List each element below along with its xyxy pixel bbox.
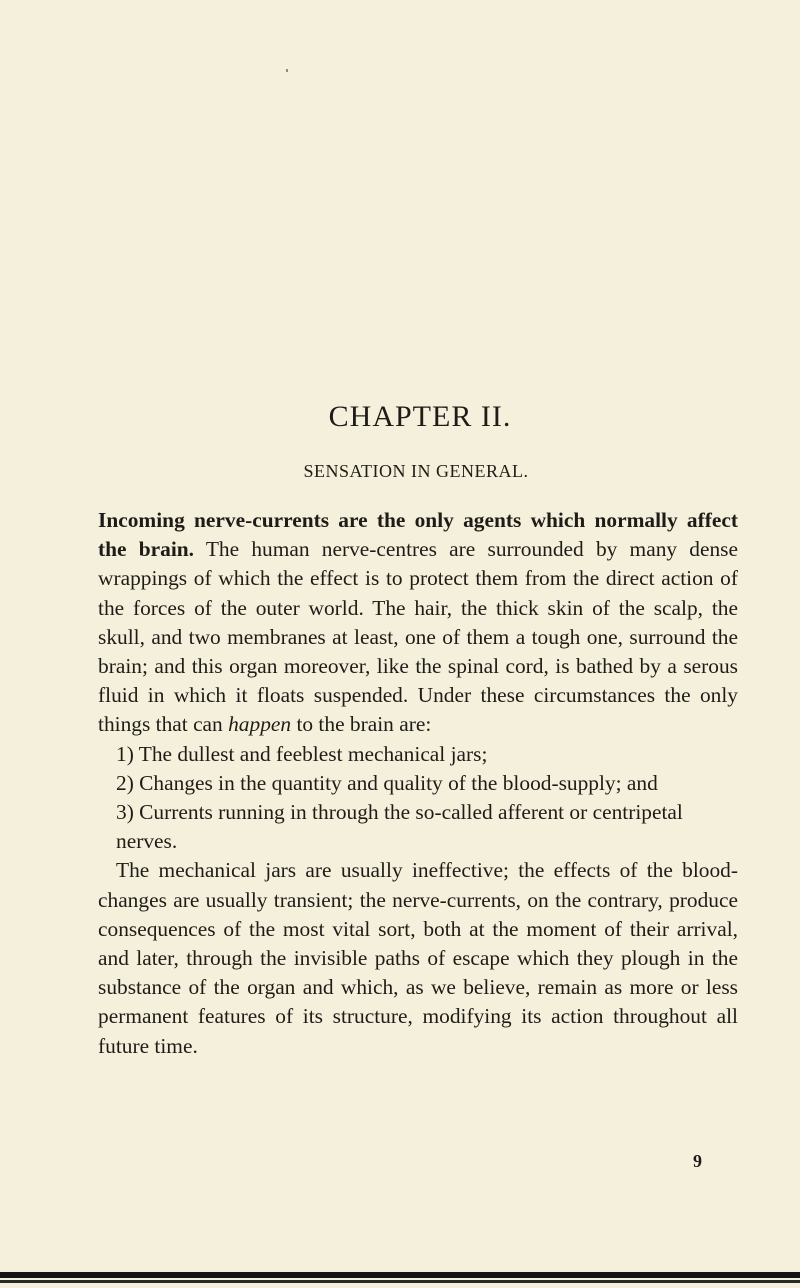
italic-word: happen: [228, 712, 292, 737]
body-text: [98, 506, 738, 1061]
paragraph-1-body: The human nerve-centres are surrounded by many dense wrappings of which the effect is to protect them from the direct action of the forces of the outer world. The hair, the thick skin of the scalp, the skull, and two membranes at least, one of them a tough one, surround the brain; and this organ moreover, like the spinal cord, is bathed by a serous fluid in which it floats suspended. Under these circumstances the only things that can: [98, 537, 739, 737]
bold-lead-sentence: Incoming nerve-currents are the only agents which normally affect the brain.: [98, 508, 738, 562]
chapter-heading: CHAPTER II.: [328, 400, 512, 433]
paragraph-1-tail: to the brain are:: [291, 712, 432, 737]
bottom-border-rule: [0, 1272, 800, 1278]
paragraph-1: [98, 506, 738, 740]
section-heading: SENSATION IN GENERAL.: [303, 461, 529, 481]
paragraph-2: The mechanical jars are usually ineffective; the effects of the blood-changes are usually transient; the nerve-currents, on the contrary, produce consequences of the most vital sort, both at the moment of their arrival, and later, through the invisible paths of escape which they plough in the substance of the organ and which, as we believe, remain as more or less permanent features of its structure, modifying its action throughout all future time.: [98, 858, 738, 1058]
bottom-border-rule-thin: [0, 1280, 800, 1283]
list-item-2: 2) Changes in the quantity and quality of the blood-supply; and: [116, 770, 658, 795]
page-number: 9: [693, 1151, 702, 1171]
margin-speck: [286, 69, 288, 72]
list-item-1: 1) The dullest and feeblest mechanical jars;: [116, 741, 488, 766]
list-item-3: 3) Currents running in through the so-called afferent or centripetal nerves.: [116, 800, 683, 854]
